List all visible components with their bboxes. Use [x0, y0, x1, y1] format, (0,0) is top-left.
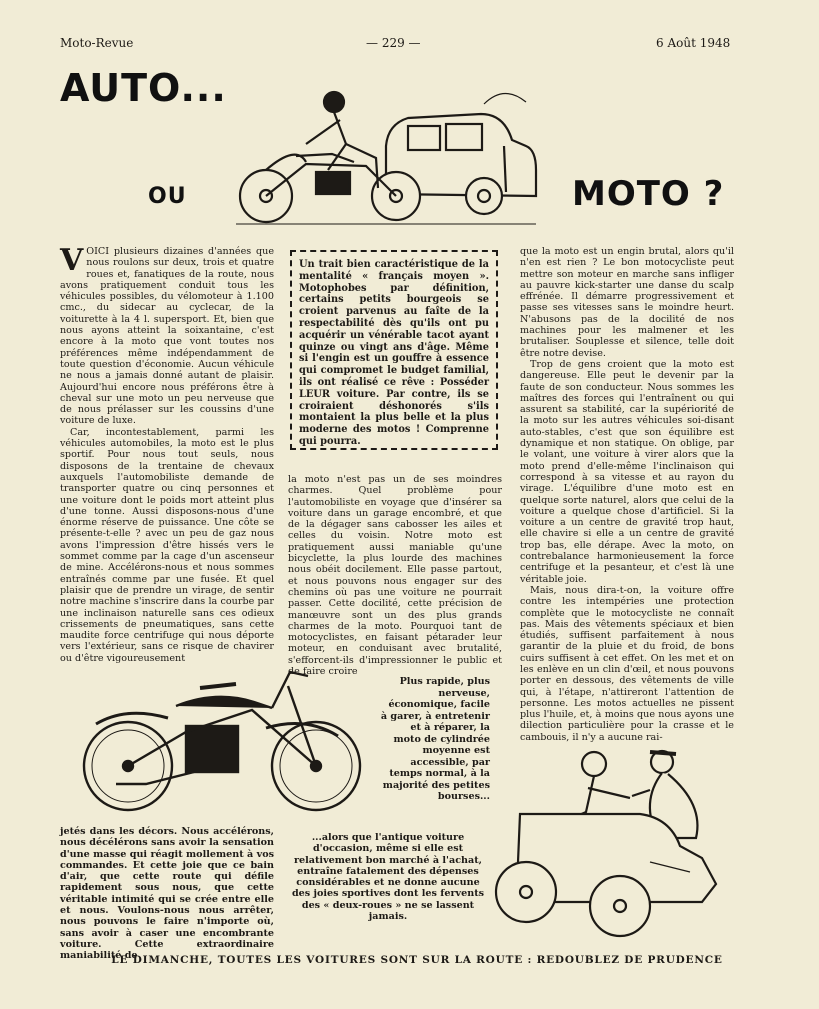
article-paragraph: Trop de gens croient que la moto est dangereuse. Elle peut le devenir par la faute de son conducteur. Nous sommes les maîtres des forces qui l'entraînent ou qui assurent sa stabilité, car la supériorité de la moto sur les autres véhicules soi-disant auto-stables, c'est que son équilibre est dynamique et non statique. On oblige, par le volant, une voiture à virer alors que la moto prend d'elle-même l'inclinaison qui correspond à sa vitesse et au rayon du virage. L'équilibre d'une moto est en quelque sorte naturel, alors que celui de la voiture a quelque chose d'artificiel. Si la voiture a un centre de gravité trop haut, elle chavire si elle a un centre de gravité trop bas, elle dérape. Avec la moto, on contrebalance harmonieusement la force centrifuge et la pesanteur, et c'est là une véritable joie.	[520, 358, 734, 585]
boxed-quote: Un trait bien caractéristique de la mentalité « français moyen ». Motophobes par définition, certains petits bourgeois se croient parvenus au faîte de la respectabilité dès qu'ils ont pu acquérir un vénérable tacot ayant quinze ou vingt ans d'âge. Même si l'engin est un gouffre à essence qui compromet le budget familial, ils ont réalisé ce rêve : Posséder LEUR voiture. Par contre, ils se croiraient déshonorés s'ils montaient la plus belle et la plus moderne des motos ! Comprenne qui pourra.	[290, 250, 498, 450]
article-paragraph: que la moto est un engin brutal, alors qu'il n'en est rien ? Le bon motocycliste peut mettre son moteur en marche sans infliger au pauvre kick-starter une danse du scalp effrénée. Il démarre progressivement et passe ses vitesses sans le moindre heurt. N'abusons pas de la docilité de nos machines pour les malmener et les brutaliser. Souplesse et silence, telle doit être notre devise.	[520, 246, 734, 359]
magazine-name: Moto-Revue	[60, 36, 134, 50]
page-number: — 229 —	[366, 36, 421, 50]
article-paragraph: OICI plusieurs dizaines d'années que nous roulons sur deux, trois et quatre roues et, fanatiques de la route, nous avons pratiquement conduit tous les véhicules possibles, du vélomoteur à 1.100 cmc., du sidecar au cyclecar, de la voiturette à la 4 l. supersport. Et, bien que nous ayons atteint la soixantaine, c'est encore à la moto que vont toutes nos préférences même indépendamment de toute question d'économie. Aucun véhicule ne nous a jamais donné autant de plaisir. Aujourd'hui encore nous préférons être à cheval sur une moto un peu nerveuse que de nous prélasser sur les coussins d'une voiture de luxe.	[60, 246, 274, 427]
motorcycle-illustration	[76, 666, 366, 816]
issue-date: 6 Août 1948	[656, 36, 731, 50]
rider-passing-car-illustration	[236, 84, 556, 232]
article-paragraph: ...alors que l'antique voiture d'occasion, même si elle est relativement bon marché à l'achat, entraîne fatalement des dépenses considérables et ne donne aucune des joies sportives dont les fervents des « deux-roues » ne se lassent jamais.	[291, 832, 485, 923]
article-column-1-continued	[60, 826, 274, 962]
article-column-3	[520, 246, 734, 743]
article-paragraph: jetés dans les décors. Nous accélérons, nous décélérons sans avoir la sensation d'une masse qui réagit mollement à vos commandes. Et cette joie que ce bain d'air, que cette route qui défile rapidement sous nous, que cette véritable intimité qui se crée entre elle et nous. Voulons-nous nous arrêter, nous pouvons le faire n'importe où, sans avoir à caser une encombrante voiture. Cette extraordinaire maniabilité de	[60, 826, 274, 962]
headline-ou: OU	[148, 184, 187, 209]
drop-cap: V	[60, 243, 84, 278]
footer-slogan: LE DIMANCHE, TOUTES LES VOITURES SONT SUR LA ROUTE : REDOUBLEZ DE PRUDENCE	[111, 954, 723, 966]
article-paragraph: la moto n'est pas un de ses moindres charmes. Quel problème pour l'automobiliste en voyage que d'insérer sa voiture dans un garage encombré, et que de la dégager sans cabosser les ailes et celles du voisin. Notre moto est pratiquement aussi maniable qu'une bicyclette, la plus lourde des machines nous obéit docilement. Elle passe partout, et nous pouvons nous engager sur des chemins où pas une voiture ne pourrait passer. Cette docilité, cette précision de manœuvre sont un des plus grands charmes de la moto. Pourquoi tant de motocyclistes, en faisant pétarader leur moteur, en conduisant avec brutalité, s'efforcent-ils d'impressionner le public et de faire croire	[288, 474, 502, 678]
article-column-2	[288, 474, 502, 678]
headline-auto: AUTO...	[60, 66, 227, 110]
photo-caption: Plus rapide, plus nerveuse, économique, facile à garer, à entretenir et à réparer, la moto de cylindrée moyenne est accessible, par temps normal, à la majorité des petites bourses...	[380, 676, 490, 802]
article-column-2-continued	[290, 832, 486, 942]
article-column-1	[60, 243, 274, 664]
article-paragraph: Mais, nous dira-t-on, la voiture offre contre les intempéries une protection complète que le motocycliste ne connaît pas. Mais des vêtements spéciaux et bien étudiés, suffisent parfaitement à nous garantir de la pluie et du froid, de bons cuirs suffisent à cet effet. On les met et on les enlève en un clin d'œil, et nous pouvons porter en dessous, des vêtements de ville qui, à l'étape, n'attireront l'attention de personne. Les motos actuelles ne pissent plus l'huile, et, à moins que nous ayons une dilection particulière pour la crasse et le cambouis, il n'y a aucune rai-	[520, 584, 734, 743]
headline-moto: MOTO ?	[572, 174, 725, 214]
sidecar-couple-illustration	[490, 742, 736, 940]
article-paragraph: Car, incontestablement, parmi les véhicules automobiles, la moto est le plus sportif. Pour nous tout seuls, nous disposons de la trentaine de chevaux auxquels l'automobiliste demande de transporter quatre ou cinq personnes et une voiture dont le poids mort atteint plus d'une tonne. Aussi disposons-nous d'une énorme réserve de puissance. Une côte se présente-t-elle ? avec un peu de gaz nous avons l'impression d'être hissés vers le sommet comme par la cage d'un ascenseur de mine. Accélérons-nous et nous sommes entraînés comme par une fusée. Et quel plaisir que de prendre un virage, de sentir notre machine s'inscrire dans la courbe par une inclinaison naturelle sans ces odieux crissements de pneumatiques, sans cette maudite force centrifuge qui nous déporte vers l'extérieur, sans ce risque de chavirer ou d'être vigoureusement	[60, 426, 274, 664]
